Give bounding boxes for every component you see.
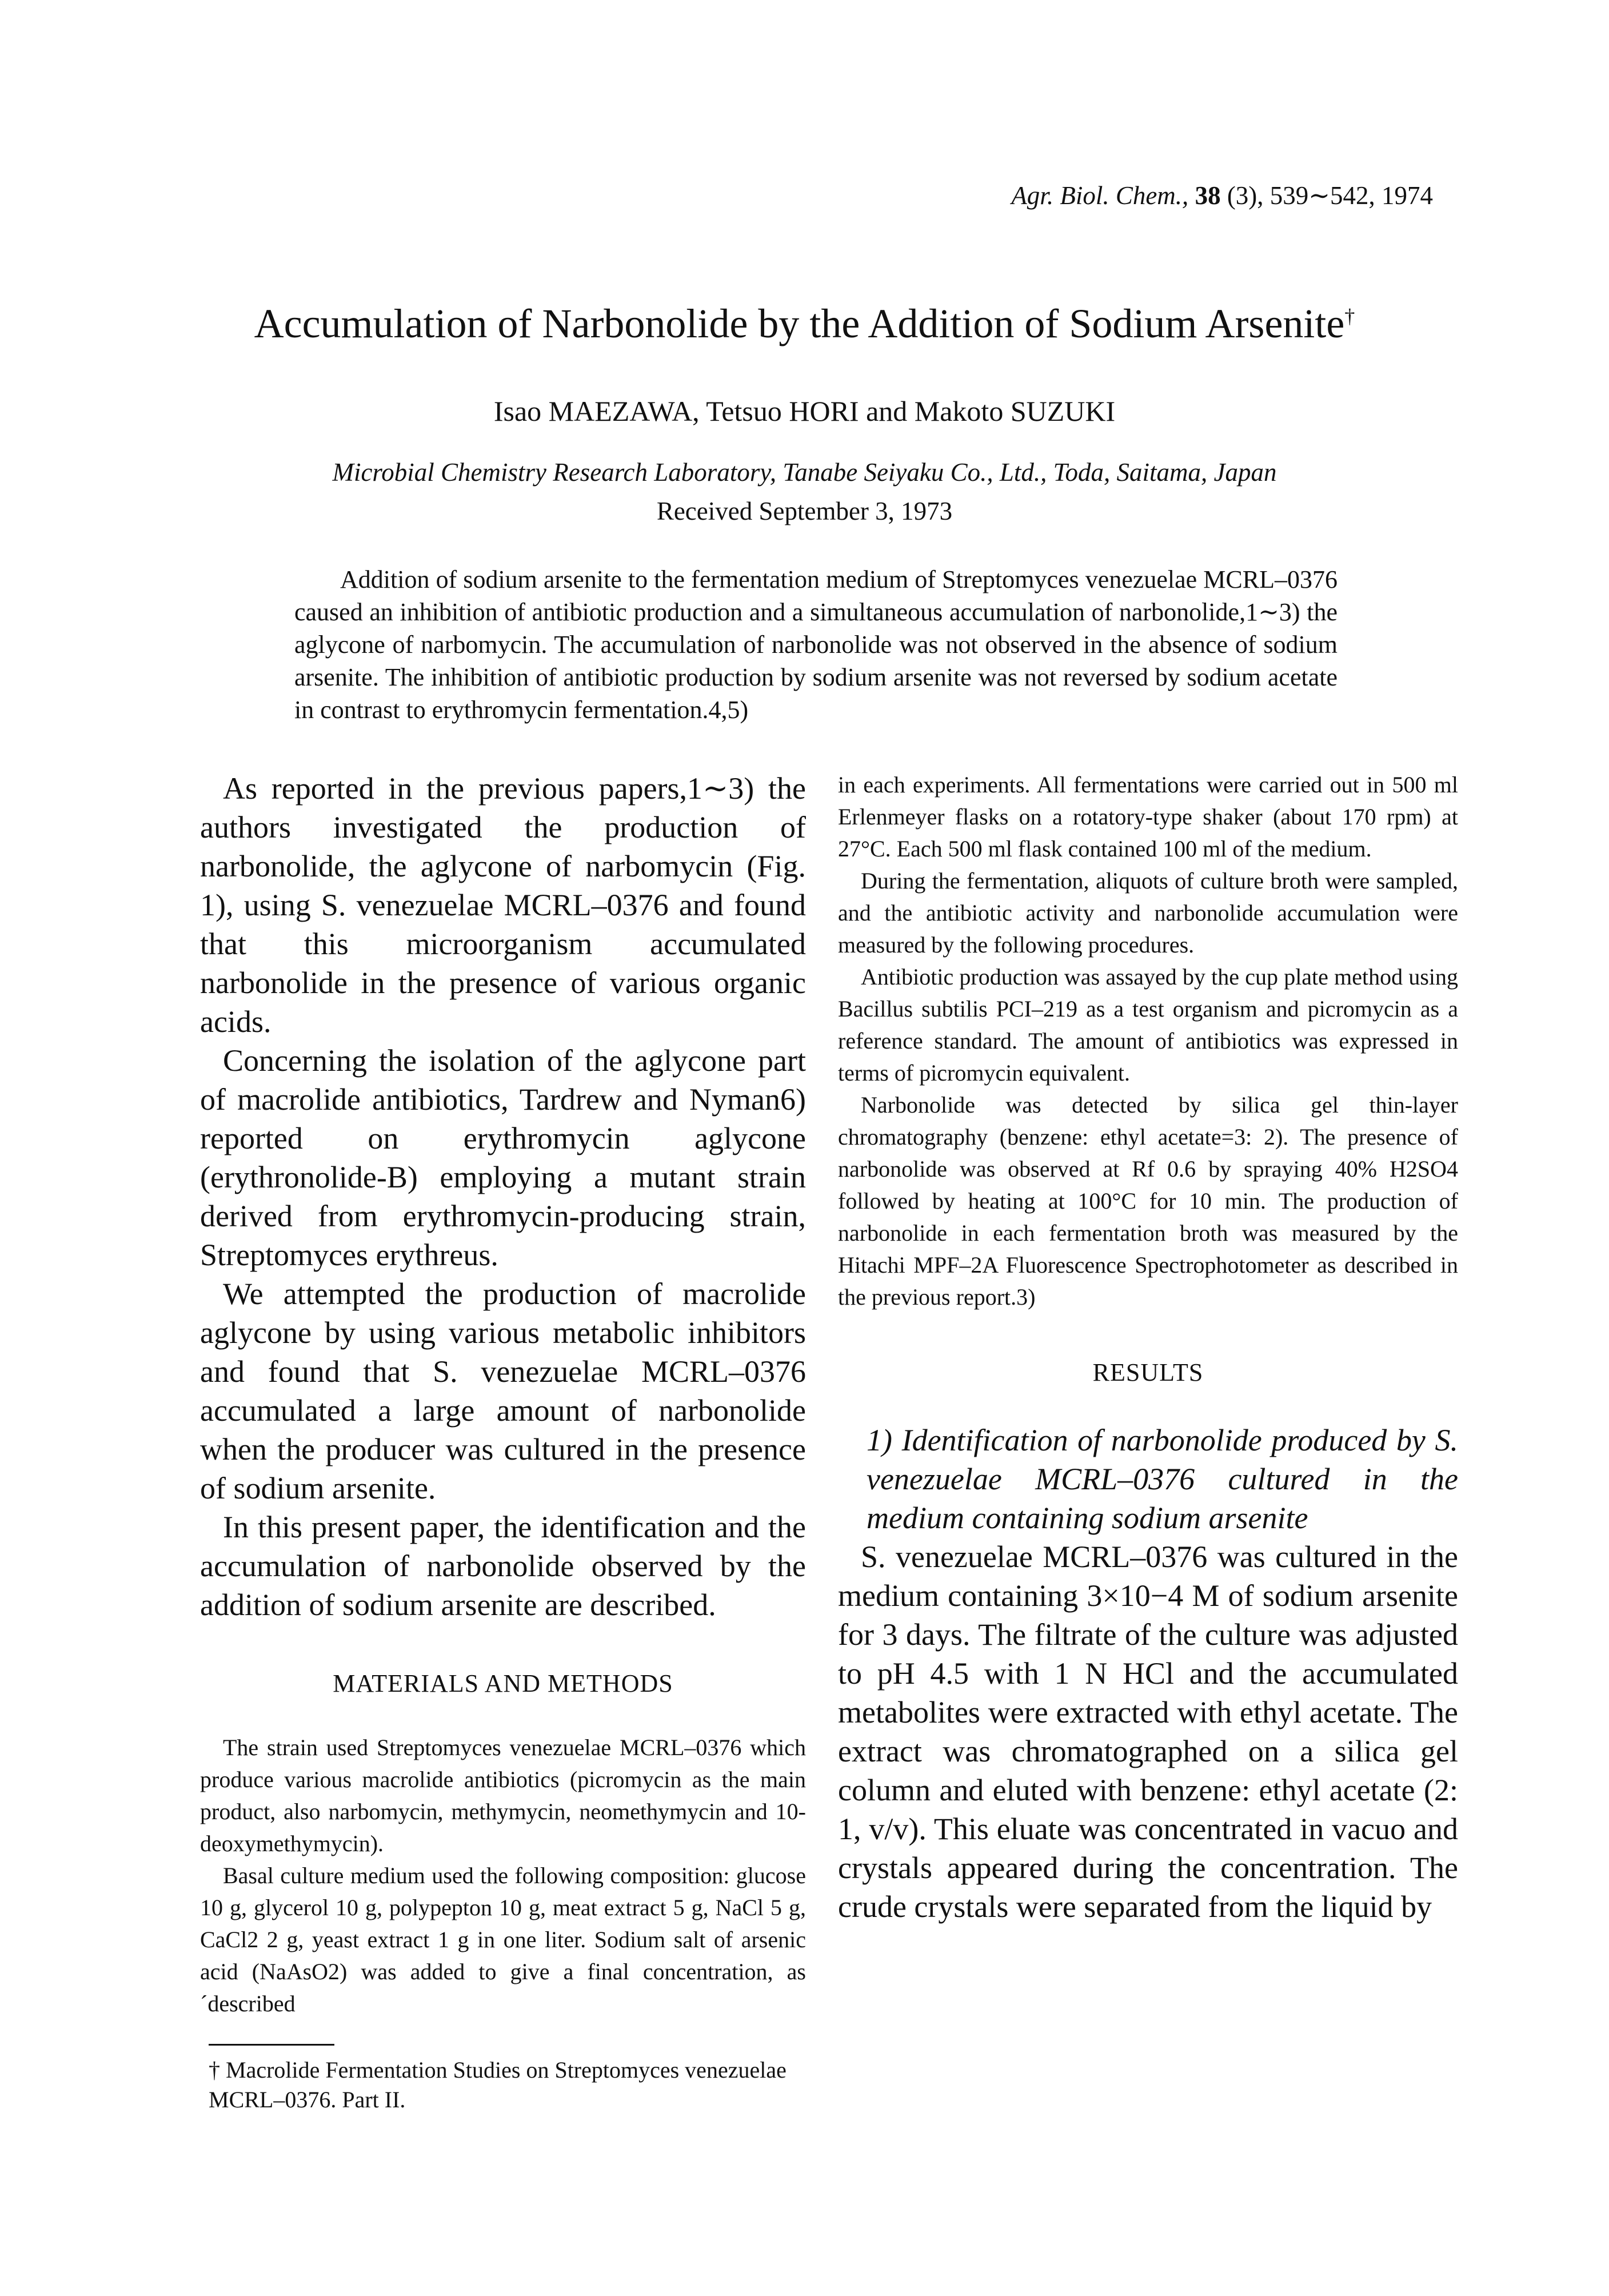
paper-title: Accumulation of Narbonolide by the Addition of Sodium Arsenite xyxy=(254,301,1345,346)
paper-title-block xyxy=(0,300,1609,348)
abstract xyxy=(294,563,1337,726)
journal-name: Agr. Biol. Chem., xyxy=(1011,181,1189,210)
results-subheading: 1) Identification of narbonolide produced by S. venezuelae MCRL–0376 cultured in the medium containing sodium arsenite xyxy=(867,1423,1458,1535)
methods-paragraph-5: Antibiotic production was assayed by the cup plate method using Bacillus subtilis PCI–219 as a test organism and picromycin as a reference standard. The amount of antibiotics was expressed in terms of picromycin equivalent. xyxy=(838,964,1458,1086)
affiliation: Microbial Chemistry Research Laboratory, Tanabe Seiyaku Co., Ltd., Toda, Saitama, Japan xyxy=(332,458,1277,487)
results-heading: RESULTS xyxy=(1092,1358,1204,1386)
methods-paragraph-4: During the fermentation, aliquots of culture broth were sampled, and the antibiotic activity and narbonolide accumulation were measured by the following procedures. xyxy=(838,868,1458,958)
methods-paragraph-2: Basal culture medium used the following composition: glucose 10 g, glycerol 10 g, polypepton 10 g, meat extract 5 g, NaCl 5 g, CaCl2 2 g, yeast extract 1 g in one liter. Sodium salt of arsenic acid (NaAsO2) was added to give a final concentration, as´described xyxy=(200,1863,806,2016)
title-footnote-mark: † xyxy=(1344,305,1355,328)
intro-paragraph-3: We attempted the production of macrolide aglycone by using various metabolic inhibitors and found that S. venezuelae MCRL–0376 accumulated a large amount of narbonolide when the producer was cultured in the presence of sodium arsenite. xyxy=(200,1277,806,1505)
footnote: † Macrolide Fermentation Studies on Streptomyces venezuelae MCRL–0376. Part II. xyxy=(209,2057,786,2112)
intro-paragraph-1: As reported in the previous papers,1∼3) the authors investigated the production of narbonolide, the aglycone of narbomycin (Fig. 1), using S. venezuelae MCRL–0376 and found that this microorganism accumulated narbonolide in the presence of various organic acids. xyxy=(200,771,806,1039)
methods-paragraph-3: in each experiments. All fermentations were carried out in 500 ml Erlenmeyer flasks on a rotatory-type shaker (about 170 rpm) at 27°C. Each 500 ml flask contained 100 ml of the medium. xyxy=(838,772,1458,862)
authors: Isao MAEZAWA, Tetsuo HORI and Makoto SUZUKI xyxy=(493,395,1116,427)
methods-paragraph-6: Narbonolide was detected by silica gel thin-layer chromatography (benzene: ethyl acetate=3: 2). The presence of narbonolide was observed at Rf 0.6 by spraying 40% H2SO4 followed by heating at 100°C for 10 min. The production of narbonolide in each fermentation broth was measured by the Hitachi MPF–2A Fluorescence Spectrophotometer as described in the previous report.3) xyxy=(838,1092,1458,1310)
intro-paragraph-2: Concerning the isolation of the aglycone part of macrolide antibiotics, Tardrew and Nyman6) reported on erythromycin aglycone (erythronolide-B) employing a mutant strain derived from erythromycin-producing strain, Streptomyces erythreus. xyxy=(200,1043,806,1272)
journal-volume: 38 xyxy=(1195,181,1221,210)
received-date: Received September 3, 1973 xyxy=(656,497,953,525)
footnote-divider xyxy=(209,2044,334,2046)
journal-reference xyxy=(1011,180,1433,210)
intro-paragraph-4: In this present paper, the identification and the accumulation of narbonolide observed by the addition of sodium arsenite are described. xyxy=(200,1510,806,1622)
results-paragraph-1: S. venezuelae MCRL–0376 was cultured in the medium containing 3×10−4 M of sodium arsenite for 3 days. The filtrate of the culture was adjusted to pH 4.5 with 1 N HCl and the accumulated metabolites were extracted with ethyl acetate. The extract was chromatographed on a silica gel column and eluted with benzene: ethyl acetate (2: 1, v/v). This eluate was concentrated in vacuo and crystals appeared during the concentration. The crude crystals were separated from the liquid by xyxy=(838,1540,1458,1924)
abstract-text: Addition of sodium arsenite to the fermentation medium of Streptomyces venezuelae MCRL–0376 caused an inhibition of antibiotic production and a simultaneous accumulation of narbonolide,1∼3) the aglycone of narbomycin. The accumulation of narbonolide was not observed in the absence of sodium arsenite. The inhibition of antibiotic production by sodium arsenite was not reversed by sodium acetate in contrast to erythromycin fermentation.4,5) xyxy=(294,565,1337,724)
right-column xyxy=(838,769,1458,1926)
journal-issue-pages: (3), 539∼542, 1974 xyxy=(1227,181,1433,210)
methods-heading: MATERIALS AND METHODS xyxy=(333,1669,673,1697)
methods-paragraph-1: The strain used Streptomyces venezuelae MCRL–0376 which produce various macrolide antibiotics (picromycin as the main product, also narbomycin, methymycin, neomethymycin and 10-deoxymethymycin). xyxy=(200,1735,806,1856)
left-column xyxy=(200,769,806,2020)
